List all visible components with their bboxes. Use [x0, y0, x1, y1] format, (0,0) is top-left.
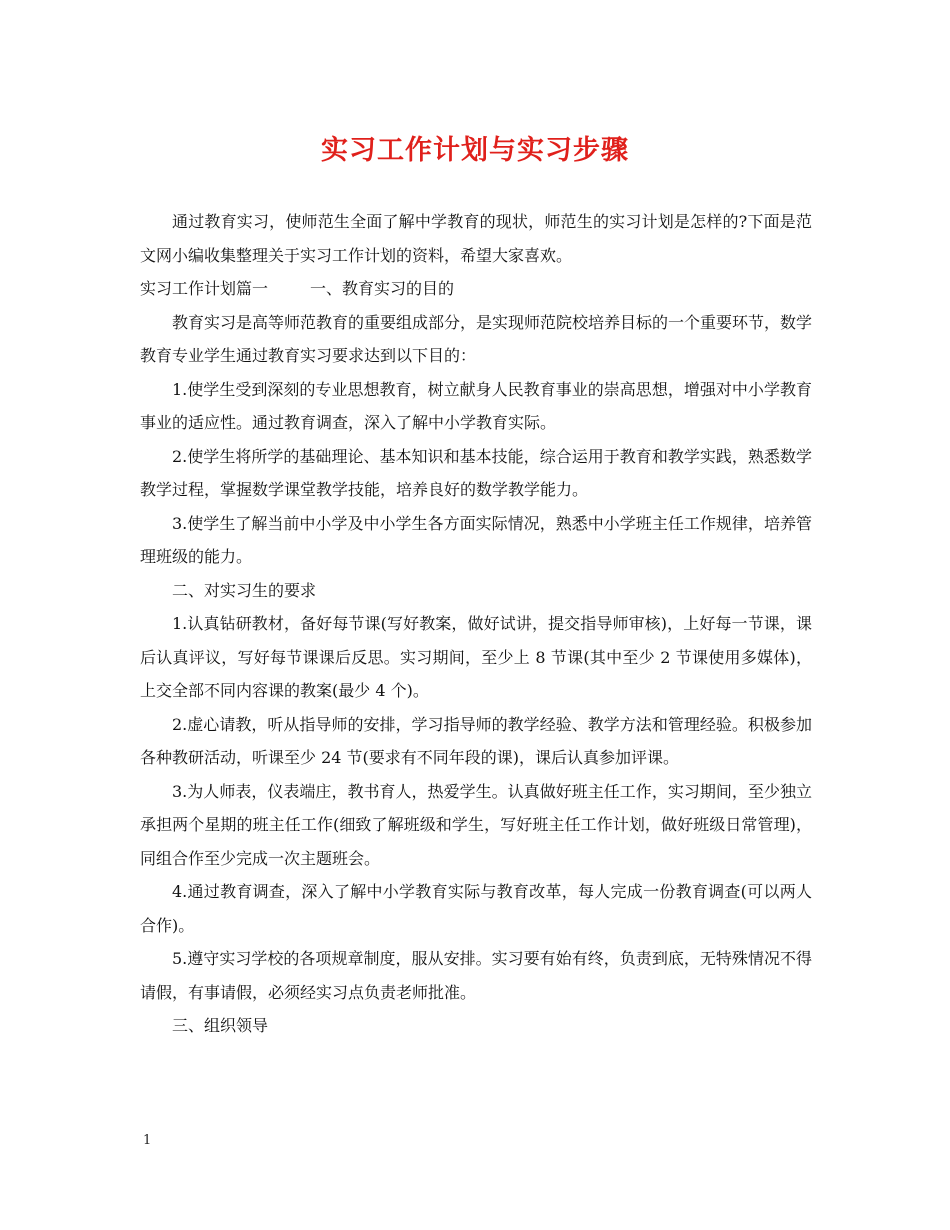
document-title: 实习工作计划与实习步骤 — [321, 135, 629, 166]
purpose-item-3: 3.使学生了解当前中小学及中小学生各方面实际情况，熟悉中小学班主任工作规律，培养管理班级的能力。 — [140, 513, 812, 566]
section1-heading: 一、教育实习的目的 — [310, 279, 455, 298]
section-label-line — [140, 272, 812, 306]
requirement-item-1: 1.认真钻研教材，备好每节课(写好教案，做好试讲，提交指导师审核)，上好每一节课，课后认真评议，写好每节课课后反思。实习期间，至少上 8 节课(其中至少 2 节课使用多媒体)，上交全部不同内容课的教案(最少 4 个)。 — [140, 614, 812, 700]
requirement-item-3: 3.为人师表，仪表端庄，教书育人，热爱学生。认真做好班主任工作，实习期间，至少独立承担两个星期的班主任工作(细致了解班级和学生，写好班主任工作计划，做好班级日常管理)，同组合作至少完成一次主题班会。 — [140, 781, 812, 868]
section-label: 实习工作计划篇一 — [140, 279, 269, 298]
page-number: 1 — [143, 1133, 152, 1148]
purpose-item-2: 2.使学生将所学的基础理论、基本知识和基本技能，综合运用于教育和教学实践，熟悉数学教学过程，掌握数学课堂教学技能，培养良好的数学教学能力。 — [140, 446, 812, 499]
section2-heading: 二、对实习生的要求 — [172, 580, 317, 600]
purpose-item-1: 1.使学生受到深刻的专业思想教育，树立献身人民教育事业的崇高思想，增强对中小学教育事业的适应性。通过教育调查，深入了解中小学教育实际。 — [140, 379, 812, 432]
requirement-item-5: 5.遵守实习学校的各项规章制度，服从安排。实习要有始有终，负责到底，无特殊情况不得请假，有事请假，必须经实习点负责老师批准。 — [140, 949, 812, 1002]
requirement-item-2: 2.虚心请教，听从指导师的安排，学习指导师的教学经验、教学方法和管理经验。积极参加各种教研活动，听课至少 24 节(要求有不同年段的课)，课后认真参加评课。 — [140, 714, 812, 767]
section3-heading: 三、组织领导 — [172, 1016, 269, 1035]
purpose-paragraph: 教育实习是高等师范教育的重要组成部分，是实现师范院校培养目标的一个重要环节，数学教育专业学生通过教育实习要求达到以下目的： — [140, 312, 813, 365]
document-body — [140, 205, 812, 1043]
intro-paragraph: 通过教育实习，使师范生全面了解中学教育的现状，师范生的实习计划是怎样的?下面是范文网小编收集整理关于实习工作计划的资料，希望大家喜欢。 — [140, 212, 812, 265]
requirement-item-4: 4.通过教育调查，深入了解中小学教育实际与教育改革，每人完成一份教育调查(可以两人合作)。 — [140, 882, 812, 935]
